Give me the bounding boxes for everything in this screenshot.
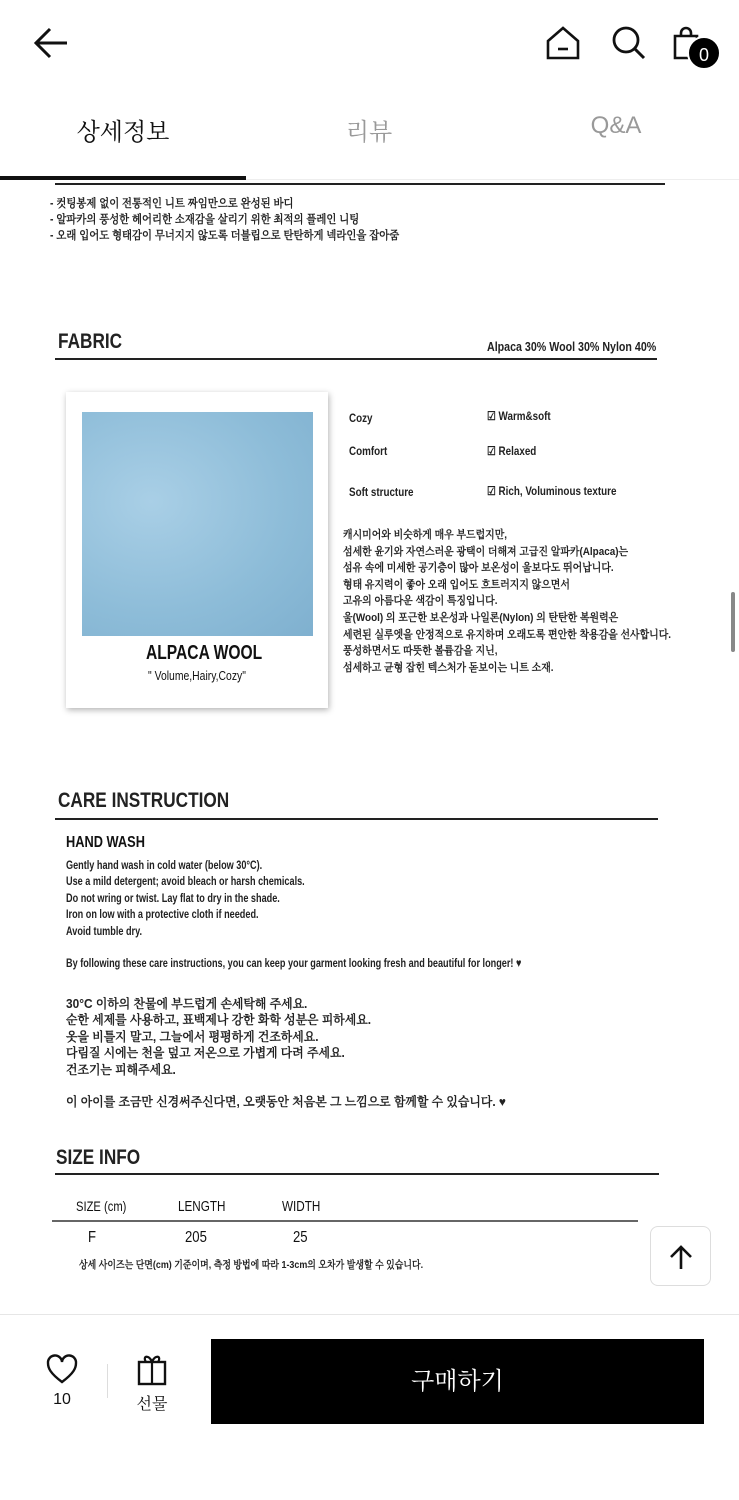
desc-line: 고유의 아름다운 색감이 특징입니다. [343, 595, 498, 608]
gift-button[interactable] [126, 1354, 178, 1414]
table-divider [52, 1220, 638, 1222]
section-divider [55, 818, 658, 820]
care-korean [66, 996, 506, 1110]
feature-value [487, 408, 551, 424]
size-header-size: SIZE (cm) [76, 1198, 127, 1214]
care-line: Do not wring or twist. Lay flat to dry in the shade. [66, 890, 280, 905]
feature-name: Cozy [349, 411, 373, 425]
fabric-heading: FABRIC [58, 330, 123, 353]
care-closing: By following these care instructions, you can keep your garment looking fresh and beautiful for longer! ♥ [66, 956, 522, 971]
desc-line: 캐시미어와 비슷하게 매우 부드럽지만, [343, 529, 508, 541]
size-cell: F [88, 1229, 97, 1246]
intro-line: - 오래 입어도 형태감이 무너지지 않도록 더블립으로 탄탄하게 넥라인을 잡아줌 [50, 230, 400, 242]
care-subtitle: HAND WASH [66, 834, 145, 851]
intro-text [50, 196, 399, 244]
fabric-composition: Alpaca 30% Wool 30% Nylon 40% [487, 339, 657, 354]
size-cell: 25 [293, 1229, 308, 1246]
bottom-bar-divider [0, 1314, 739, 1315]
desc-line: 울(Wool) 의 포근한 보온성과 나일론(Nylon) 의 탄탄한 복원력은 [343, 611, 619, 624]
check-icon: ☑ [487, 409, 499, 423]
like-count: 10 [53, 1391, 71, 1408]
feature-name: Soft structure [349, 485, 414, 499]
buy-button[interactable]: 구매하기 [211, 1339, 704, 1424]
care-line: Avoid tumble dry. [66, 923, 143, 938]
care-line: 다림질 시에는 천을 덮고 저온으로 가볍게 다려 주세요. [66, 1046, 345, 1061]
fabric-swatch-image [82, 412, 313, 636]
care-line: 건조기는 피해주세요. [66, 1062, 176, 1077]
scroll-to-top-button[interactable] [650, 1226, 711, 1286]
fabric-description [343, 527, 671, 676]
home-icon[interactable] [545, 25, 581, 61]
desc-line: 세련된 실루엣을 안정적으로 유지하며 오래도록 편안한 착용감을 선사합니다. [343, 628, 672, 641]
section-divider [55, 358, 657, 360]
care-line: 옷을 비틀지 말고, 그늘에서 평평하게 건조하세요. [66, 1029, 319, 1044]
check-icon: ☑ [487, 444, 499, 458]
care-line: Gently hand wash in cold water (below 30°C). [66, 858, 263, 872]
feature-value [487, 483, 616, 499]
size-note: 상세 사이즈는 단면(cm) 기준이며, 측정 방법에 따라 1-3cm의 오차가 발생할 수 있습니다. [79, 1259, 424, 1271]
scrollbar[interactable] [731, 592, 735, 652]
feature-value [487, 443, 536, 459]
bottom-divider [107, 1364, 108, 1398]
feature-value-text: Relaxed [498, 444, 537, 458]
intro-line: - 컷팅봉제 없이 전통적인 니트 짜임만으로 완성된 바디 [50, 198, 294, 210]
tab-details[interactable]: 상세정보 [76, 119, 170, 146]
section-divider [55, 1173, 659, 1175]
care-heading: CARE INSTRUCTION [58, 789, 230, 812]
cart-button[interactable] [672, 26, 722, 72]
search-icon[interactable] [611, 25, 647, 61]
size-header-length: LENGTH [178, 1198, 226, 1215]
desc-line: 섬세한 윤기와 자연스러운 광택이 더해져 고급진 알파카(Alpaca)는 [343, 545, 629, 558]
size-heading: SIZE INFO [56, 1146, 141, 1169]
care-line: Use a mild detergent; avoid bleach or harsh chemicals. [66, 874, 305, 889]
feature-name: Comfort [349, 444, 388, 458]
cart-count-badge: 0 [687, 36, 721, 70]
arrow-up-icon [669, 1244, 693, 1270]
gift-icon [136, 1354, 178, 1386]
like-button[interactable] [36, 1354, 88, 1414]
feature-value-text: Rich, Voluminous texture [498, 484, 617, 498]
tab-qna[interactable]: Q&A [590, 112, 642, 139]
feature-value-text: Warm&soft [498, 409, 551, 423]
care-line: 30°C 이하의 찬물에 부드럽게 손세탁해 주세요. [66, 997, 308, 1011]
swatch-subtitle: " Volume,Hairy,Cozy" [148, 668, 246, 683]
desc-line: 형태 유지력이 좋아 오래 입어도 흐트러지지 않으면서 [343, 578, 570, 591]
size-cell: 205 [185, 1229, 207, 1246]
heart-icon [46, 1354, 88, 1384]
back-arrow-icon[interactable] [33, 26, 69, 60]
care-line: Iron on low with a protective cloth if needed. [66, 907, 259, 922]
care-closing: 이 아이를 조금만 신경써주신다면, 오랫동안 처음본 그 느낌으로 함께할 수 있습니다. ♥ [66, 1095, 506, 1110]
desc-line: 섬유 속에 미세한 공기층이 많아 보온성이 울보다도 뛰어납니다. [343, 562, 614, 575]
size-header-width: WIDTH [282, 1198, 321, 1215]
intro-line: - 알파카의 풍성한 헤어리한 소재감을 살리기 위한 최적의 플레인 니팅 [50, 214, 360, 226]
check-icon: ☑ [487, 484, 499, 498]
desc-line: 풍성하면서도 따뜻한 볼륨감을 지닌, [343, 645, 498, 658]
gift-label: 선물 [136, 1396, 168, 1413]
tab-reviews[interactable]: 리뷰 [345, 119, 393, 146]
desc-line: 섬세하고 균형 잡힌 텍스처가 돋보이는 니트 소재. [343, 661, 554, 674]
active-tab-indicator [0, 176, 246, 180]
fabric-swatch-card [66, 392, 328, 708]
care-english [66, 857, 521, 971]
section-divider [55, 183, 665, 185]
swatch-title: ALPACA WOOL [146, 642, 263, 664]
care-line: 순한 세제를 사용하고, 표백제나 강한 화학 성분은 피하세요. [66, 1013, 372, 1028]
